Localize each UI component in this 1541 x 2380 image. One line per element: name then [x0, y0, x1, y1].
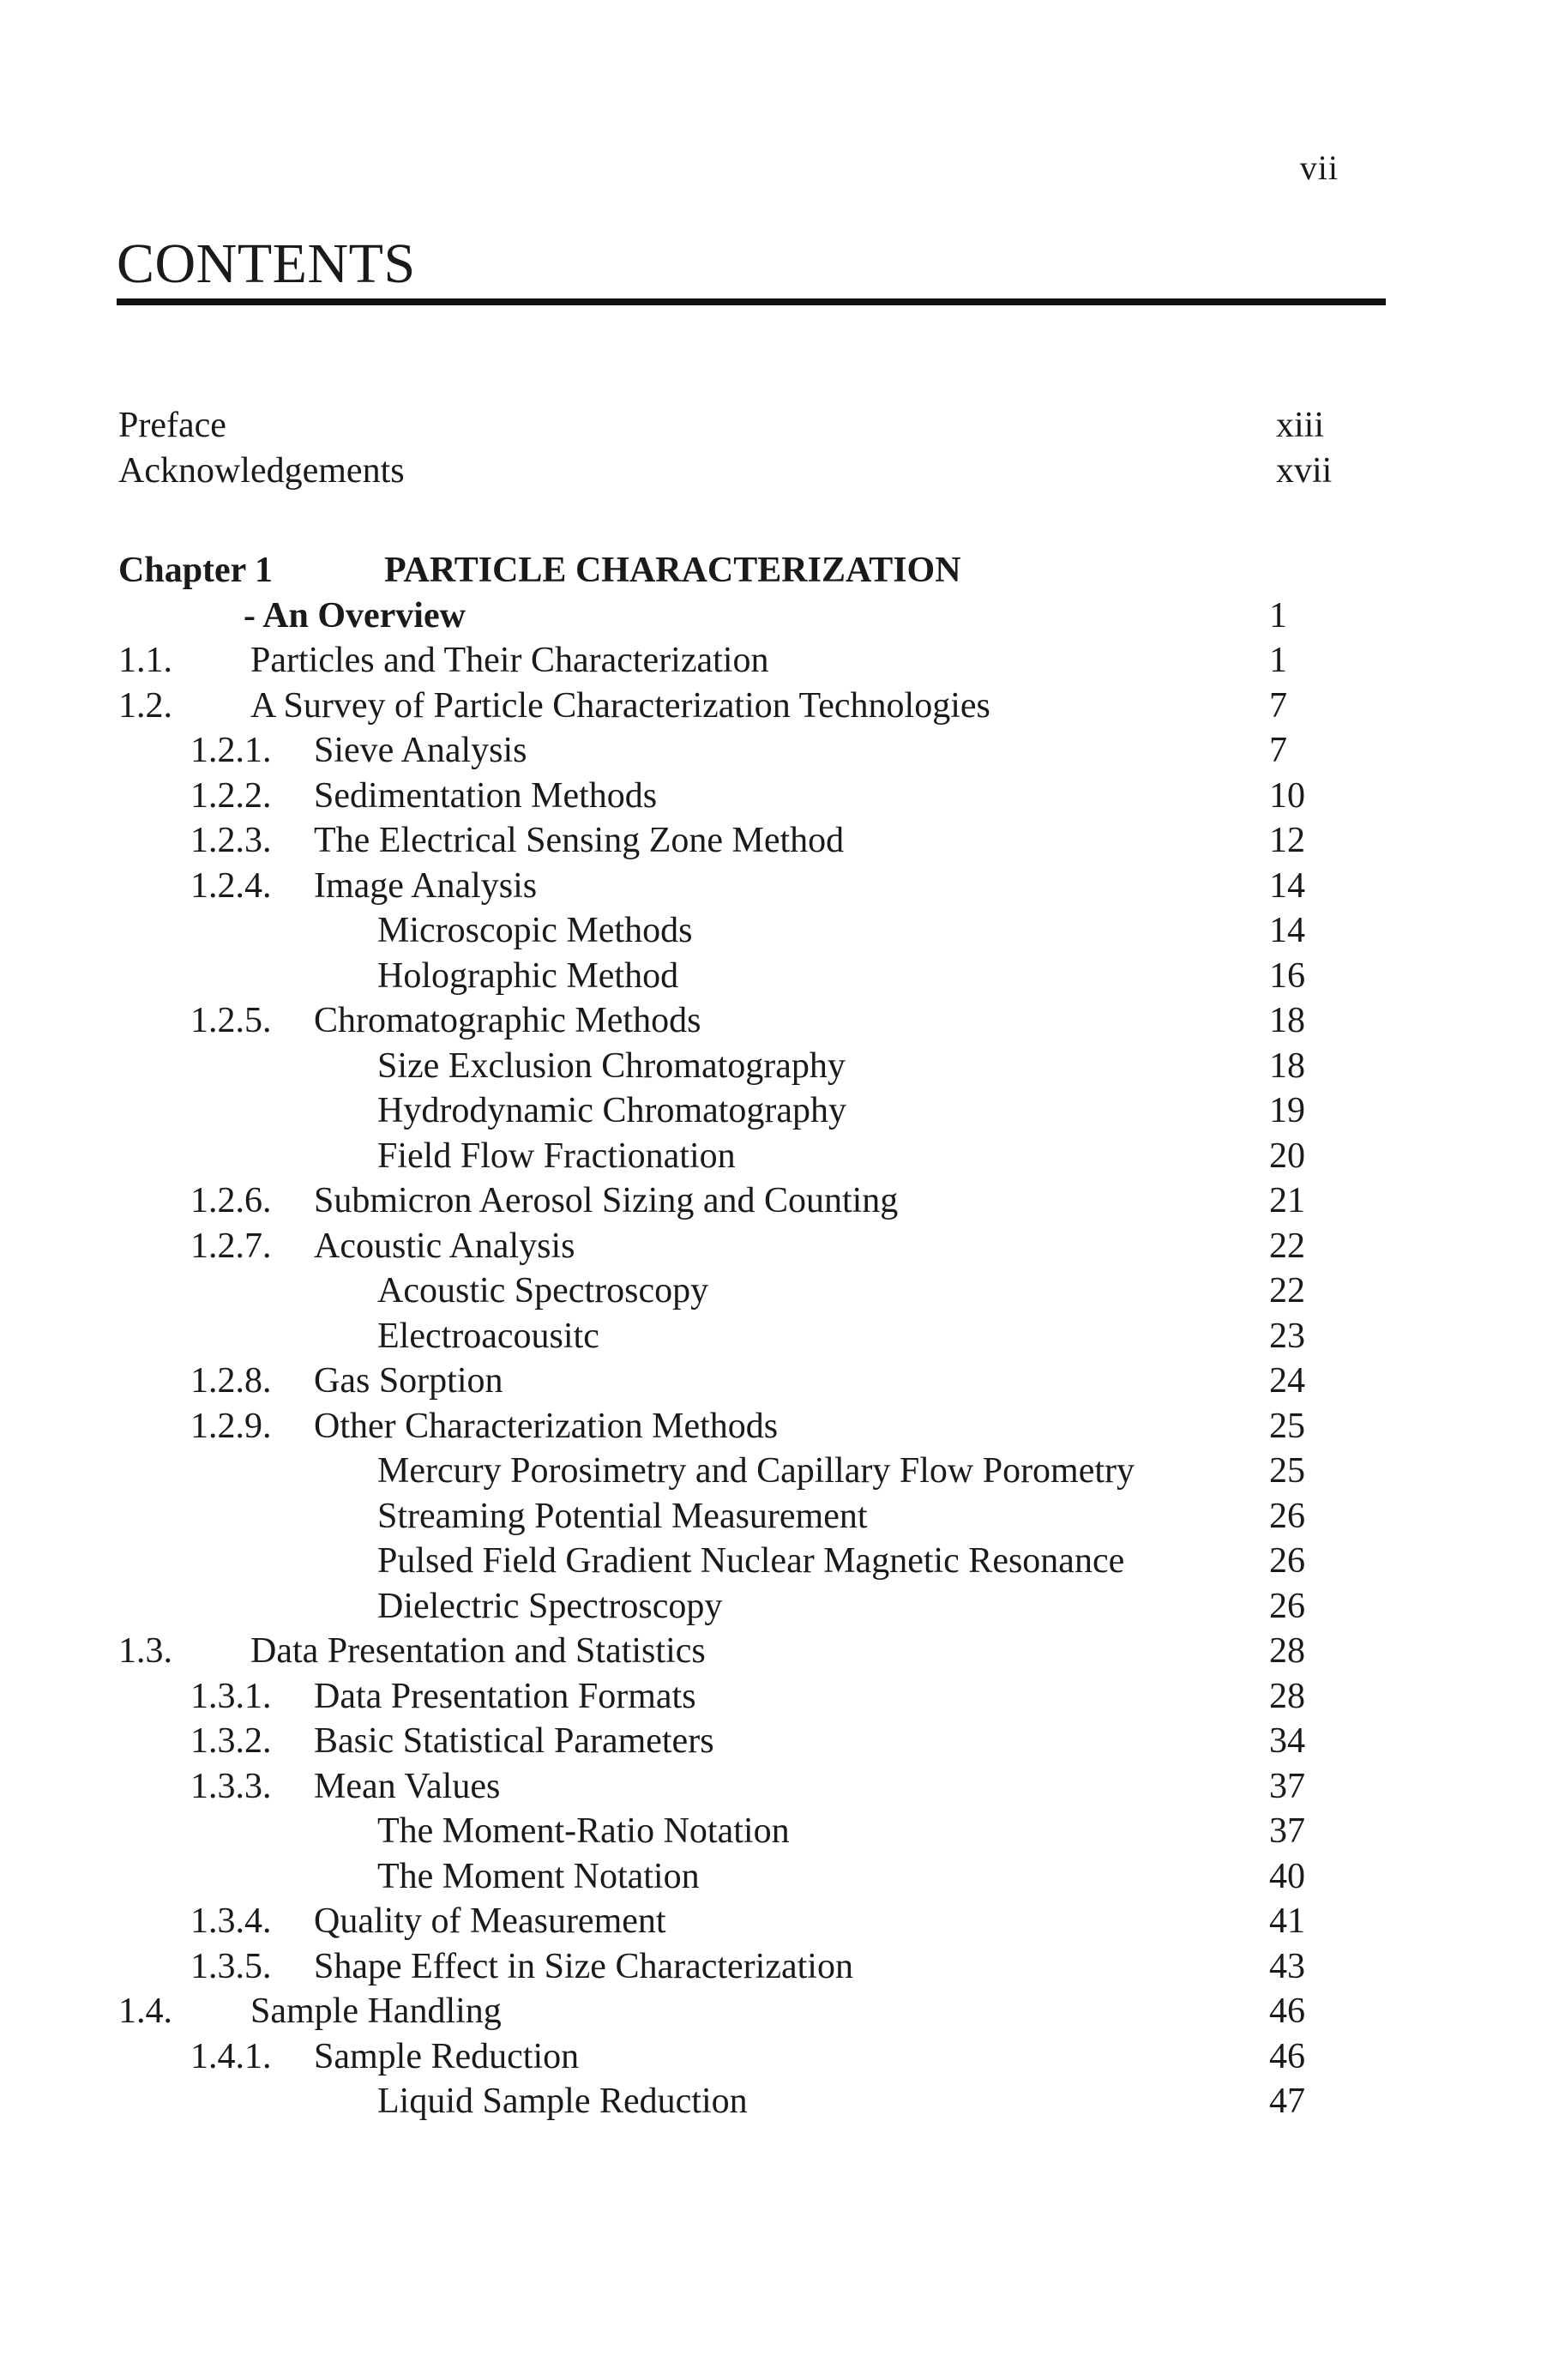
toc-entry-page: 46: [1269, 1991, 1305, 2031]
toc-entry[interactable]: [0, 908, 1541, 954]
toc-entry-page: 1: [1269, 641, 1287, 680]
toc-entry[interactable]: [0, 1494, 1541, 1539]
toc-entry[interactable]: [0, 638, 1541, 684]
toc-entry[interactable]: [0, 1854, 1541, 1900]
toc-entry-page: 12: [1269, 821, 1305, 860]
toc-entry-page: 18: [1269, 1001, 1305, 1040]
toc-entry-title: Basic Statistical Parameters: [314, 1721, 714, 1761]
chapter-subtitle-row[interactable]: [0, 593, 1541, 639]
toc-entry-title: Hydrodynamic Chromatography: [377, 1091, 847, 1130]
toc-entry[interactable]: [0, 2079, 1541, 2124]
toc-entry-title: Sedimentation Methods: [314, 775, 658, 816]
toc-entry[interactable]: [0, 1224, 1541, 1269]
toc-entry[interactable]: [0, 1899, 1541, 1944]
toc-entry[interactable]: [0, 1539, 1541, 1584]
toc-entry-number: 1.2.3.: [190, 821, 272, 860]
toc-entry[interactable]: [0, 1449, 1541, 1494]
toc-entry-number: 1.2.6.: [190, 1181, 272, 1220]
toc-entry-title: Chromatographic Methods: [314, 1001, 701, 1040]
chapter-title: PARTICLE CHARACTERIZATION: [384, 551, 961, 590]
toc-entry-page: 19: [1269, 1091, 1305, 1130]
toc-entry-page: 26: [1269, 1586, 1305, 1626]
toc-entry-page: 26: [1269, 1541, 1305, 1581]
toc-entry-title: Other Characterization Methods: [314, 1406, 779, 1446]
toc-entry-title: Particles and Their Characterization: [250, 641, 769, 680]
toc-entry-page: 7: [1269, 685, 1287, 726]
toc-entry-title: Holographic Method: [377, 955, 679, 996]
toc-entry[interactable]: [0, 684, 1541, 729]
toc-entry-number: 1.3.: [118, 1631, 172, 1671]
toc-entry[interactable]: [0, 2034, 1541, 2080]
toc-entry-page: 25: [1269, 1406, 1305, 1446]
toc-entry-page: 23: [1269, 1316, 1305, 1356]
toc-entry-page: 43: [1269, 1946, 1305, 1986]
toc-entry-title: Dielectric Spectroscopy: [377, 1586, 723, 1626]
toc-entry[interactable]: [0, 1088, 1541, 1134]
toc-entry-page: 14: [1269, 865, 1305, 906]
toc-entry-title: Mercury Porosimetry and Capillary Flow Porometry: [377, 1451, 1135, 1491]
toc-entry-title: Sieve Analysis: [314, 731, 527, 770]
toc-entry-page: 14: [1269, 911, 1305, 950]
toc-entry-title: Pulsed Field Gradient Nuclear Magnetic Resonance: [377, 1541, 1125, 1581]
table-of-contents: [0, 403, 1541, 2124]
toc-entry-title: Electroacousitc: [377, 1316, 599, 1356]
toc-entry-page: 22: [1269, 1226, 1305, 1266]
toc-entry-title: Preface: [118, 406, 226, 445]
chapter-subtitle: - An Overview: [244, 595, 466, 636]
toc-entry[interactable]: [0, 1944, 1541, 1990]
toc-entry[interactable]: [0, 864, 1541, 909]
toc-entry-page: 34: [1269, 1721, 1305, 1761]
toc-entry-title: Microscopic Methods: [377, 911, 693, 950]
chapter-heading[interactable]: [0, 548, 1541, 593]
toc-entry-number: 1.2.8.: [190, 1361, 272, 1401]
toc-entry-number: 1.3.5.: [190, 1946, 272, 1986]
toc-entry[interactable]: [0, 1044, 1541, 1089]
toc-entry-title: The Electrical Sensing Zone Method: [314, 821, 845, 860]
toc-entry-title: Sample Reduction: [314, 2036, 580, 2076]
chapter-page: 1: [1269, 595, 1287, 636]
toc-entry[interactable]: [0, 998, 1541, 1044]
toc-entry[interactable]: [0, 818, 1541, 864]
toc-entry-title: Image Analysis: [314, 865, 538, 906]
toc-entry-page: xvii: [1276, 450, 1333, 491]
toc-entry-page: 37: [1269, 1766, 1305, 1806]
toc-entry-number: 1.3.3.: [190, 1766, 272, 1806]
toc-entry-page: 37: [1269, 1811, 1305, 1851]
toc-entry-number: 1.1.: [118, 641, 172, 680]
toc-entry-title: Submicron Aerosol Sizing and Counting: [314, 1181, 899, 1220]
toc-entry-number: 1.2.4.: [190, 865, 272, 906]
toc-entry-page: 28: [1269, 1676, 1305, 1716]
toc-entry[interactable]: [0, 1719, 1541, 1764]
toc-entry-title: A Survey of Particle Characterization Technologies: [250, 685, 990, 726]
toc-entry-preface[interactable]: [0, 403, 1541, 449]
toc-entry-page: 7: [1269, 731, 1287, 770]
toc-entry[interactable]: [0, 954, 1541, 999]
toc-entry-number: 1.2.1.: [190, 731, 272, 770]
toc-entry[interactable]: [0, 1584, 1541, 1630]
toc-entry-title: Acoustic Spectroscopy: [377, 1271, 709, 1311]
toc-entry[interactable]: [0, 728, 1541, 774]
toc-entry-title: Data Presentation and Statistics: [250, 1631, 706, 1671]
toc-entry-number: 1.2.: [118, 685, 172, 726]
toc-entry[interactable]: [0, 1404, 1541, 1449]
toc-entry-title: Quality of Measurement: [314, 1901, 666, 1941]
toc-entry-page: 10: [1269, 775, 1305, 816]
toc-entry-page: 24: [1269, 1361, 1305, 1401]
toc-entry[interactable]: [0, 1764, 1541, 1810]
toc-entry-page: 26: [1269, 1496, 1305, 1536]
toc-entry-title: Data Presentation Formats: [314, 1676, 696, 1716]
toc-entry[interactable]: [0, 1359, 1541, 1404]
toc-entry-number: 1.4.1.: [190, 2036, 272, 2076]
toc-entry-page: 28: [1269, 1631, 1305, 1671]
toc-entry-title: Size Exclusion Chromatography: [377, 1045, 846, 1086]
toc-entry-number: 1.2.9.: [190, 1406, 272, 1446]
toc-entry[interactable]: [0, 1178, 1541, 1224]
toc-entry-page: 20: [1269, 1136, 1305, 1176]
toc-entry-title: Sample Handling: [250, 1991, 502, 2031]
toc-entry-acknowledgements[interactable]: [0, 449, 1541, 494]
toc-entry-number: 1.2.5.: [190, 1001, 272, 1040]
toc-entry-number: 1.3.2.: [190, 1721, 272, 1761]
toc-entry[interactable]: [0, 1674, 1541, 1720]
toc-entry[interactable]: [0, 1314, 1541, 1359]
toc-entry-title: Gas Sorption: [314, 1361, 503, 1401]
contents-heading: CONTENTS: [117, 230, 1386, 305]
toc-entry-number: 1.4.: [118, 1991, 172, 2031]
toc-entry-title: Acoustic Analysis: [314, 1226, 575, 1266]
toc-entry-number: 1.3.4.: [190, 1901, 272, 1941]
toc-entry-page: 47: [1269, 2082, 1305, 2121]
toc-entry[interactable]: [0, 1809, 1541, 1854]
toc-entry[interactable]: [0, 1629, 1541, 1674]
toc-entry-page: 41: [1269, 1901, 1305, 1941]
toc-entry-page: 46: [1269, 2036, 1305, 2076]
toc-entry[interactable]: [0, 1989, 1541, 2034]
toc-entry-number: 1.3.1.: [190, 1676, 272, 1716]
toc-entry-page: xiii: [1276, 406, 1325, 445]
toc-entry-page: 22: [1269, 1271, 1305, 1311]
toc-entry-title: Liquid Sample Reduction: [377, 2082, 748, 2121]
toc-entry-page: 25: [1269, 1451, 1305, 1491]
toc-entry[interactable]: [0, 774, 1541, 819]
toc-entry-page: 40: [1269, 1856, 1305, 1896]
toc-entry-title: Mean Values: [314, 1766, 501, 1806]
toc-entry-page: 21: [1269, 1181, 1305, 1220]
toc-entry-title: Field Flow Fractionation: [377, 1136, 736, 1176]
toc-entry-page: 16: [1269, 955, 1305, 996]
toc-entry-number: 1.2.7.: [190, 1226, 272, 1266]
toc-entry-number: 1.2.2.: [190, 775, 272, 816]
toc-entry-title: Streaming Potential Measurement: [377, 1496, 868, 1536]
page-number: vii: [1299, 148, 1339, 187]
toc-entry-page: 18: [1269, 1045, 1305, 1086]
toc-entry-title: The Moment Notation: [377, 1856, 700, 1896]
toc-entry[interactable]: [0, 1268, 1541, 1314]
toc-entry-title: Acknowledgements: [118, 450, 405, 491]
toc-entry-title: The Moment-Ratio Notation: [377, 1811, 790, 1851]
chapter-label: Chapter 1: [118, 551, 274, 590]
toc-entry[interactable]: [0, 1134, 1541, 1179]
toc-entry-title: Shape Effect in Size Characterization: [314, 1946, 853, 1986]
